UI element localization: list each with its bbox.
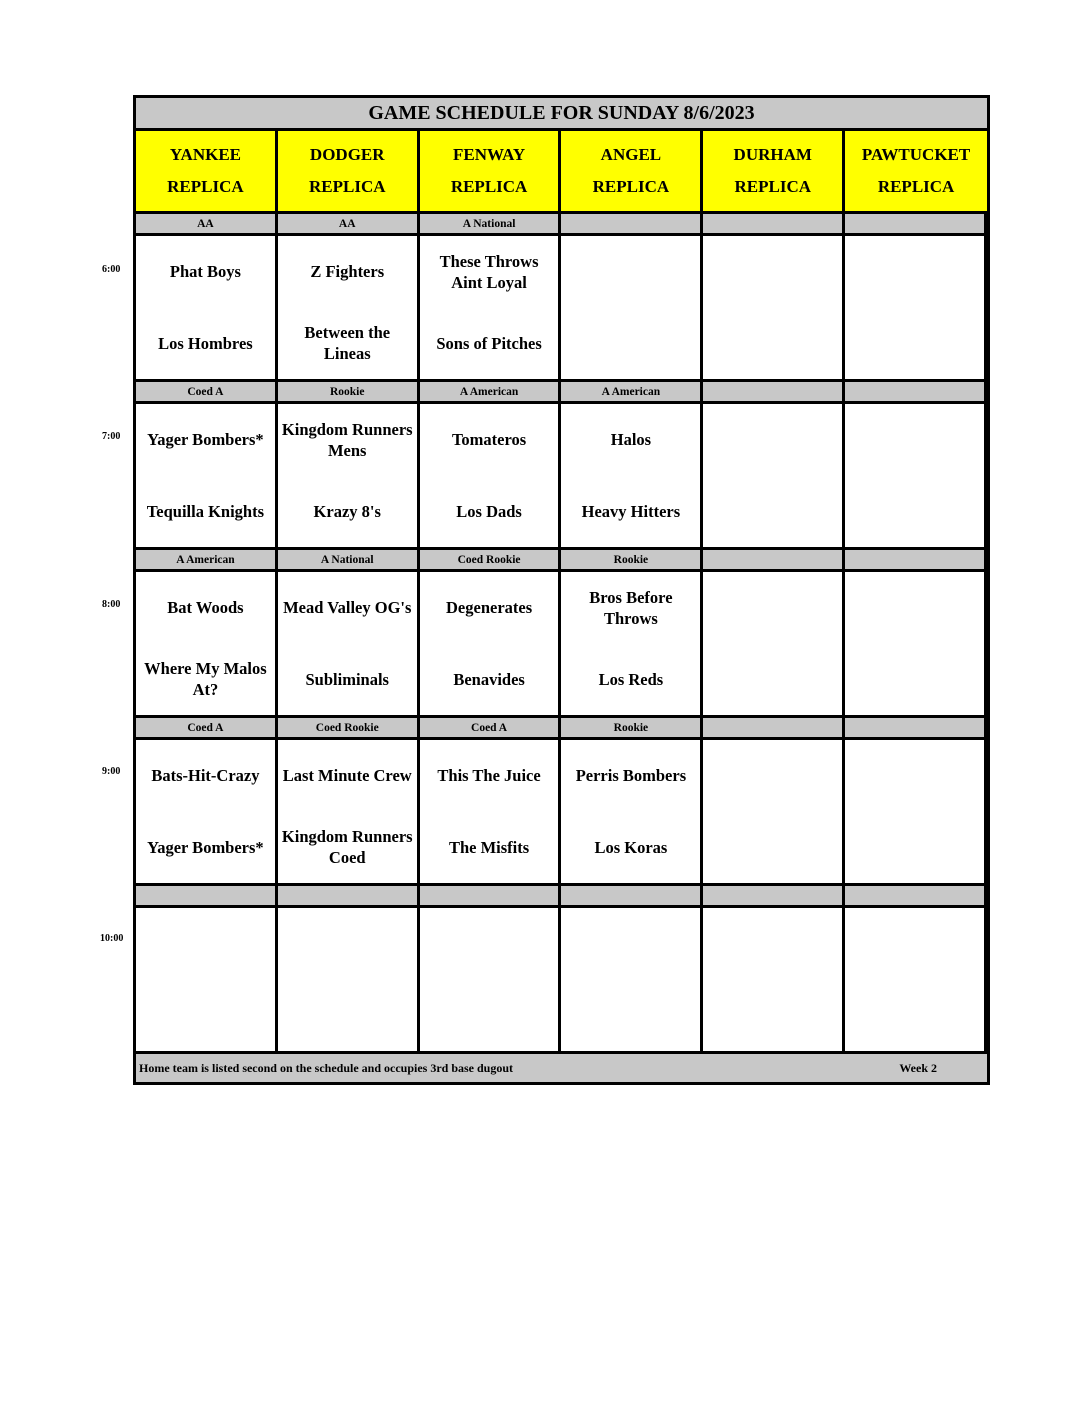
away-team: Bat Woods (167, 598, 244, 618)
game-cell (561, 404, 703, 550)
away-team: Bros Before Throws (589, 587, 673, 628)
home-team (561, 308, 700, 380)
game-cell (136, 404, 278, 550)
division-label (703, 718, 845, 740)
home-team: Heavy Hitters (581, 501, 681, 521)
field-name: FENWAY (453, 145, 526, 164)
away-team (420, 908, 559, 980)
division-label (136, 886, 278, 908)
away-team: Bats-Hit-Crazy (151, 766, 260, 786)
field-name: YANKEE (169, 145, 241, 164)
away-team: Degenerates (446, 598, 533, 618)
field-name: DURHAM (733, 145, 812, 164)
home-team: Where My Malos At? (144, 659, 267, 700)
home-team: The Misfits (448, 837, 530, 857)
time-label: 7:00 (102, 431, 121, 442)
game-cell (561, 908, 703, 1054)
field-name: PAWTUCKET (861, 145, 971, 164)
division-label (845, 214, 987, 236)
game-cell (136, 572, 278, 718)
home-team: Subliminals (305, 669, 389, 689)
division-label: A American (561, 382, 703, 404)
home-team: Between the Lineas (304, 323, 391, 364)
field-pawtucket (845, 131, 987, 214)
division-label: Rookie (561, 550, 703, 572)
game-cell (703, 404, 845, 550)
away-team: Phat Boys (169, 262, 241, 282)
field-sub: REPLICA (877, 177, 955, 196)
field-name: ANGEL (600, 145, 662, 164)
schedule-title: GAME SCHEDULE FOR SUNDAY 8/6/2023 (136, 98, 987, 131)
game-row (136, 404, 987, 550)
game-cell (420, 908, 562, 1054)
division-label: A American (136, 550, 278, 572)
field-sub: REPLICA (167, 177, 244, 196)
time-label: 10:00 (100, 933, 124, 944)
division-label: Rookie (278, 382, 420, 404)
division-label (278, 886, 420, 908)
home-team: Kingdom Runners Coed (281, 827, 413, 868)
division-label (420, 886, 562, 908)
division-label: A American (420, 382, 562, 404)
game-cell (703, 572, 845, 718)
division-label (561, 886, 703, 908)
away-team: Perris Bombers (575, 766, 687, 786)
division-label (561, 214, 703, 236)
game-cell (420, 404, 562, 550)
away-team: Z Fighters (310, 262, 385, 282)
field-yankee (136, 131, 278, 214)
game-cell (845, 908, 987, 1054)
home-team (845, 980, 984, 1052)
home-team (845, 476, 984, 548)
division-label (703, 550, 845, 572)
home-team (845, 308, 984, 380)
away-team: Tomateros (451, 430, 527, 450)
division-label: Rookie (561, 718, 703, 740)
away-team: This The Juice (437, 766, 541, 786)
field-name: DODGER (309, 145, 385, 164)
division-label (703, 382, 845, 404)
division-label: Coed Rookie (420, 550, 562, 572)
away-team (703, 740, 842, 812)
division-row (136, 382, 987, 404)
away-team (845, 908, 984, 980)
away-team (845, 236, 984, 308)
game-cell (420, 572, 562, 718)
game-cell (845, 572, 987, 718)
time-label: 6:00 (102, 264, 121, 275)
field-sub: REPLICA (308, 177, 386, 196)
home-team (420, 980, 559, 1052)
game-row (136, 740, 987, 886)
division-label (845, 886, 987, 908)
division-label: Coed A (420, 718, 562, 740)
field-dodger (278, 131, 420, 214)
field-angel (561, 131, 703, 214)
division-label (703, 214, 845, 236)
game-row (136, 572, 987, 718)
footer-bar (136, 1054, 987, 1082)
game-cell (278, 572, 420, 718)
home-team (845, 812, 984, 884)
division-label (703, 886, 845, 908)
game-cell (703, 908, 845, 1054)
division-label (845, 382, 987, 404)
home-team: Los Dads (456, 501, 522, 521)
game-row (136, 236, 987, 382)
division-label (845, 550, 987, 572)
home-team: Tequilla Knights (146, 501, 265, 521)
home-team (703, 980, 842, 1052)
division-row (136, 718, 987, 740)
schedule-sheet (133, 95, 990, 1085)
game-cell (420, 236, 562, 382)
away-team (703, 908, 842, 980)
field-header-row (136, 131, 987, 214)
game-cell (561, 572, 703, 718)
home-team (136, 980, 275, 1052)
away-team (703, 572, 842, 644)
division-label: Coed A (136, 382, 278, 404)
away-team: Last Minute Crew (282, 766, 412, 786)
away-team (845, 740, 984, 812)
footer-note: Home team is listed second on the schedule and occupies 3rd base dugout (139, 1060, 514, 1075)
division-label (845, 718, 987, 740)
home-team: Los Hombres (158, 333, 253, 353)
game-cell (561, 236, 703, 382)
week-label: Week 2 (899, 1060, 937, 1075)
time-label: 8:00 (102, 599, 121, 610)
game-cell (703, 740, 845, 886)
home-team (703, 644, 842, 716)
game-cell (845, 404, 987, 550)
home-team (703, 476, 842, 548)
home-team: Los Reds (598, 669, 664, 689)
division-label: Coed A (136, 718, 278, 740)
away-team (703, 404, 842, 476)
game-cell (278, 908, 420, 1054)
home-team: Krazy 8's (313, 501, 381, 521)
game-cell (278, 740, 420, 886)
division-row (136, 214, 987, 236)
home-team (845, 644, 984, 716)
division-label: AA (278, 214, 420, 236)
home-team: Yager Bombers* (147, 837, 264, 857)
game-cell (136, 908, 278, 1054)
game-cell (845, 740, 987, 886)
division-label: Coed Rookie (278, 718, 420, 740)
game-cell (561, 740, 703, 886)
division-label: A National (278, 550, 420, 572)
game-cell (136, 236, 278, 382)
time-label: 9:00 (102, 766, 121, 777)
game-cell (278, 236, 420, 382)
home-team: Sons of Pitches (436, 333, 542, 353)
game-cell (136, 740, 278, 886)
home-team: Benavides (453, 669, 525, 689)
home-team: Los Koras (594, 837, 668, 857)
away-team: Halos (610, 430, 652, 450)
field-sub: REPLICA (592, 177, 670, 196)
division-label: A National (420, 214, 562, 236)
game-cell (845, 236, 987, 382)
away-team (561, 908, 700, 980)
away-team (845, 404, 984, 476)
away-team (278, 908, 417, 980)
away-team (845, 572, 984, 644)
division-label: AA (136, 214, 278, 236)
game-row (136, 908, 987, 1054)
field-sub: REPLICA (734, 177, 811, 196)
game-cell (420, 740, 562, 886)
home-team (703, 308, 842, 380)
away-team (703, 236, 842, 308)
away-team: Mead Valley OG's (283, 598, 412, 618)
away-team (561, 236, 700, 308)
game-cell (278, 404, 420, 550)
home-team (561, 980, 700, 1052)
away-team (136, 908, 275, 980)
home-team (278, 980, 417, 1052)
away-team: These Throws Aint Loyal (439, 251, 539, 292)
field-fenway (420, 131, 562, 214)
field-sub: REPLICA (450, 177, 528, 196)
game-cell (703, 236, 845, 382)
away-team: Yager Bombers* (147, 430, 264, 450)
home-team (703, 812, 842, 884)
field-durham (703, 131, 845, 214)
away-team: Kingdom Runners Mens (281, 419, 413, 460)
division-row (136, 550, 987, 572)
division-row (136, 886, 987, 908)
